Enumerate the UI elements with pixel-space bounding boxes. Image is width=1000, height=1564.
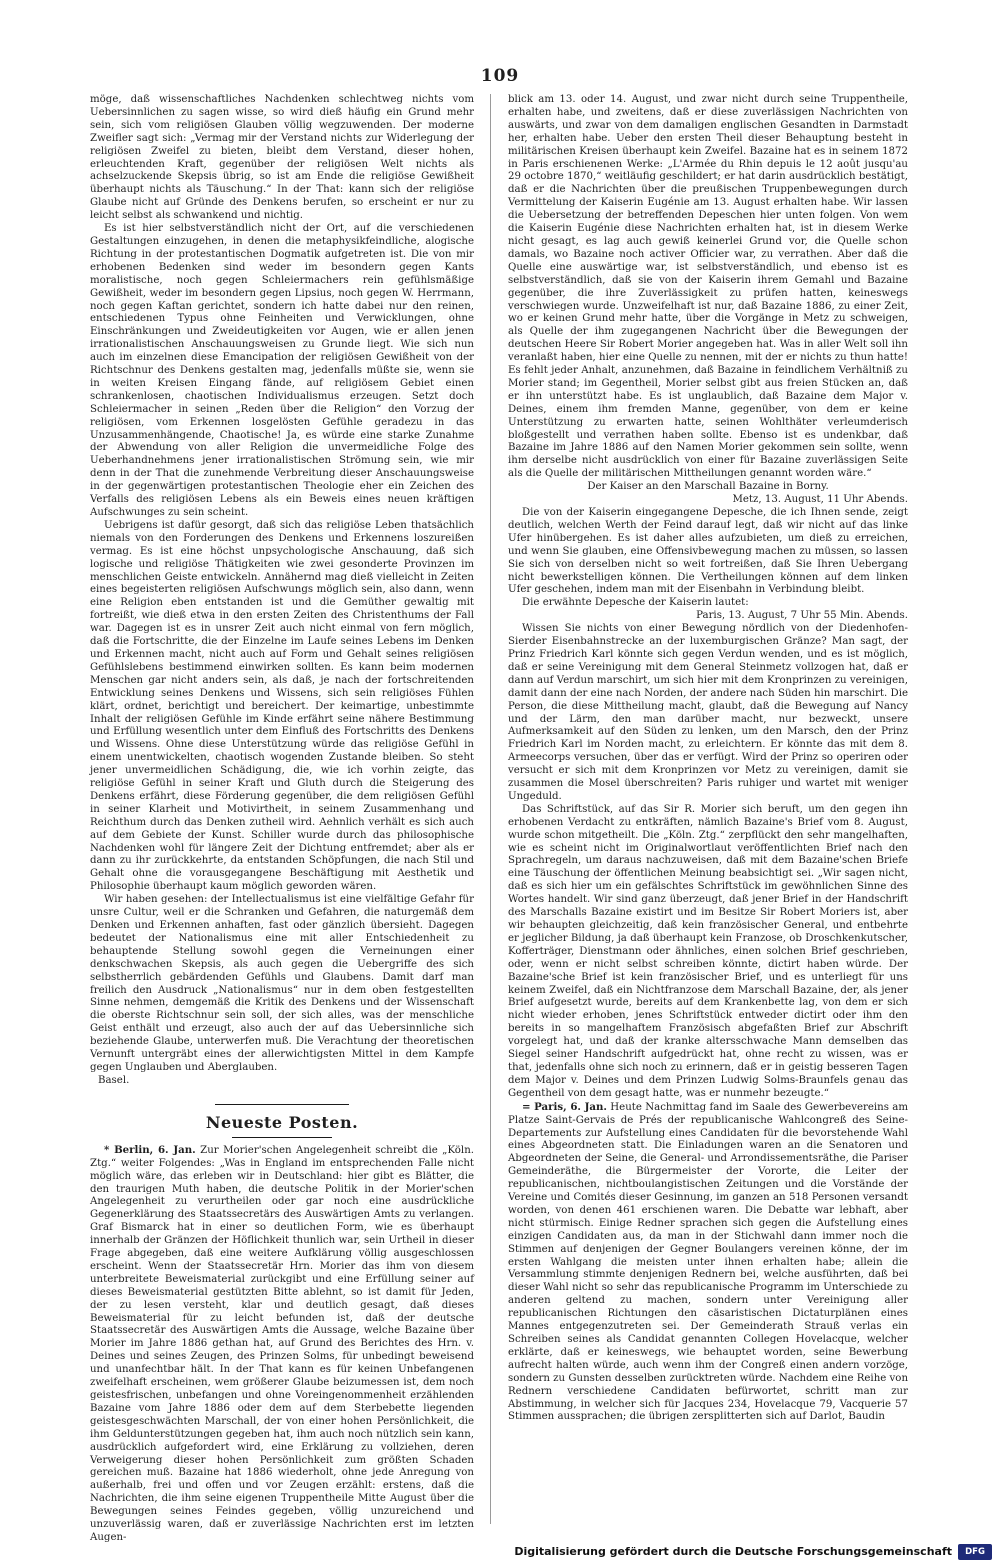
news-dateline: * Berlin, 6. Jan.	[104, 1143, 196, 1156]
dispatch-dateline: Paris, 13. August, 7 Uhr 55 Min. Abends.	[696, 610, 908, 622]
news-item	[90, 1144, 474, 1545]
news-dateline: = Paris, 6. Jan.	[522, 1100, 607, 1113]
section-heading: Neueste Posten.	[205, 1112, 359, 1132]
footer-credit: Digitalisierung gefördert durch die Deutsche Forschungsgemeinschaft	[514, 1545, 952, 1558]
article-paragraph: Es ist hier selbstverständlich nicht der Ort, auf die verschiedenen Gestaltungen einzugehen, in denen die metaphysikfeindliche, alogische Richtung in der protestantischen Dogmatik aufgetreten ist. Die von mir erhobenen Bedenken sind weder im besondern gegen Kants moralistische, noch gegen Schleiermachers rein gefühlsmäßige Gewißheit, weder im besondern gegen Lipsius, noch gegen W. Herrmann, noch gegen Kaftan gerichtet, sondern ich hatte dabei nur den reinen, entschiedenen Typus ohne Feinheiten und Verwicklungen, ohne Einschränkungen und Zweideutigkeiten vor Augen, wie er allen jenen irrationalistischen Anschauungsweisen zu Grunde liegt. Wie sich nun auch im einzelnen diese Emancipation der religiösen Gewißheit von der Richtschnur des Denkens gestalten mag, jedenfalls müßte sie, wenn sie in weiten Kreisen Eingang fände, auf religiösem Gebiet einen schrankenlosen, chaotischen Individualismus erzeugen. Setzt doch Schleiermacher in seinen „Reden über die Religion“ den Vorzug der religiösen, vom Erkennen losgelösten Gefühle geradezu in das Unzusammenhängende, Chaotische! Ja, es würde eine starke Zunahme der Abwendung von aller Religion die unvermeidliche Folge des Ueberhandnehmens jener irrationalistischen Strömung sein, wie mir denn in der That die zunehmende Verbreitung dieser Anschauungsweise in der gegenwärtigen protestantischen Theologie eher ein Zeichen des Verfalls des religiösen Lebens als ein Beweis eines neuen kräftigen Aufschwunges zu sein scheint.	[90, 223, 474, 518]
column-divider	[490, 94, 491, 1524]
dispatch-dateline: Metz, 13. August, 11 Uhr Abends.	[732, 494, 908, 506]
news-text: Heute Nachmittag fand im Saale des Gewerbevereins am Platze Saint-Gervais de Prés der republicanische Wahlcongreß des Seine-Departements zur Aufstellung eines Candidaten für die bevorstehende Wahl eines Abgeordneten statt. Die Einladungen waren an die Senatoren und Abgeordneten der Seine, die General- und Arrondissementsräthe, die Pariser Gemeinderäthe, die Bürgermeister der Vororte, die Leiter der republicanischen, nichtboulangistischen Zeitungen und die Vorstände der Vereine und Comités dieser Gesinnung, im ganzen an 518 Personen versandt worden, von denen 461 erschienen waren. Die Debatte war lebhaft, aber nicht stürmisch. Einige Redner sprachen sich gegen die Aufstellung eines einzigen Candidaten aus, da man in der Stichwahl dann immer noch die Stimmen auf denjenigen der Gegner Boulangers vereinen könne, der im ersten Wahlgang die meisten unter ihnen erhalten habe; allein die Versammlung stimmte denjenigen Rednern bei, welche ausführten, daß bei dieser Wahl nicht so sehr das republicanische Programm im Unterschiede zu anderen geltend zu machen, sondern unter Vereinigung aller republicanischen Richtungen den cäsaristischen Dictaturplänen eines Mannes entgegenzutreten sei. Der Gemeinderath Strauß verlas ein Schreiben seines als Candidat genannten Collegen Hovelacque, welcher erklärte, daß er keineswegs, wie behauptet worden, seine Bewerbung aufrecht halten würde, auch wenn ihm der Congreß einen andern vorzöge, sondern zu Gunsten desselben zurücktreten würde. Nachdem eine Reihe von Rednern verschiedene Candidaten befürwortet, schritt man zur Abstimmung, in welcher sich für Jacques 234, Hovelacque 79, Vacquerie 57 Stimmen aussprachen; die übrigen zersplitterten sich auf Darlot, Baudin	[508, 1101, 908, 1423]
left-column	[90, 94, 474, 1543]
dispatch-title: Der Kaiser an den Marschall Bazaine in Borny.	[587, 481, 829, 493]
article-continuation: blick am 13. oder 14. August, und zwar nicht durch seine Truppentheile, erhalten habe, und zweitens, daß er diese zuverlässigen Nachrichten von auswärts, und zwar von dem damaligen englischen Gesandten in Darmstadt her, erhalten habe. Ueber den ersten Theil dieser Behauptung besteht in militärischen Kreisen überhaupt kein Zweifel. Bazaine hat es in seinem 1872 in Paris erschienenen Werke: „L'Armée du Rhin depuis le 12 août jusqu'au 29 octobre 1870,“ weitläufig geschildert; er hat darin ausdrücklich bestätigt, daß er die Nachrichten über die preußischen Truppenbewegungen durch Vermittelung der Kaiserin Eugénie am 13. August erhalten habe. Wir lassen die Uebersetzung der betreffenden Depeschen hier unten folgen. Von wem die Kaiserin Eugénie diese Nachrichten erhalten hat, ist in diesem Werke nicht gesagt, es lag auch gewiß keinerlei Grund vor, die Quelle schon damals, wo Bazaine noch activer Officier war, zu verrathen. Aber daß die Quelle eine auswärtige war, ist selbstverständlich, und ebenso ist es selbstverständlich, daß sie von der Kaiserin ihrem Gemahl und Bazaine gegenüber, die ihre Zuverlässigkeit zu prüfen hatten, keineswegs verschwiegen wurde. Unzweifelhaft ist nur, daß Bazaine 1886, zu einer Zeit, wo er keinen Grund mehr hatte, über die Vorgänge in Metz zu schweigen, als Quelle der ihm zugegangenen Nachricht über die Bewegungen der deutschen Heere Sir Robert Morier angegeben hat. Was in aller Welt soll ihn veranlaßt haben, hier eine Quelle zu nennen, mit der er nichts zu thun hatte! Es fehlt jeder Anhalt, anzunehmen, daß Bazaine in feindlichem Verhältniß zu Morier stand; im Gegentheil, Morier selbst gibt aus freien Stücken an, daß er ihn unterstützt habe. Es ist unglaublich, daß Bazaine dem Major v. Deines, einem ihm fremden Manne, gegenüber, von dem er keine Unterstützung zu erwarten hatte, seinen Wohlthäter verleumderisch bloßgestellt und verrathen haben sollte. Ebenso ist es undenkbar, daß Bazaine im Jahre 1886 auf den Namen Morier gekommen sein sollte, wenn ihm derselbe nicht ausdrücklich von einer für Bazaine zuverlässigen Seite als die Quelle der militärischen Mittheilungen genannt worden wäre.“	[508, 94, 908, 480]
news-item	[508, 1101, 908, 1425]
article-paragraph: möge, daß wissenschaftliches Nachdenken schlechtweg nichts vom Uebersinnlichen zu sagen wisse, so wird dieß häufig ein Grund mehr sein, sich vom religiösen Glauben völlig wegzuwenden. Der moderne Zweifler sagt sich: „Vermag mir der Verstand nichts zur Widerlegung der religiösen Zweifel zu bieten, bleibt dem Verstand, dieser hohen, erleuchtenden Kraft, gegenüber der religiösen Welt nichts als achselzuckende Skepsis übrig, so ist am Ende die religiöse Gewißheit überhaupt nichts als Täuschung.“ In der That: kann sich der religiöse Glaube nicht auf Gründe des Denkens berufen, so erscheint er nur zu leicht selbst als schwankend und nichtig.	[90, 94, 474, 222]
news-text: Zur Morier'schen Angelegenheit schreibt die „Köln. Ztg.“ weiter Folgendes: „Was in England im entsprechenden Falle nicht möglich wäre, das erleben wir in Deutschland: hier gibt es Blätter, die den traurigen Muth haben, die deutsche Politik in der Morier'schen Angelegenheit zu verurtheilen oder gar noch eine ausdrückliche Gegenerklärung des Staatssecretärs des Auswärtigen Amts zu verlangen. Graf Bismarck hat in einer so deutlichen Form, wie es überhaupt innerhalb der Gränzen der Höflichkeit thunlich war, sein Urtheil in dieser Frage abgegeben, daß eine weitere Aufklärung völlig ausgeschlossen erscheint. Wenn der Staatssecretär Hrn. Morier das ihm von diesem unterbreitete Beweismaterial zurückgibt und eine Erfüllung seiner auf dieses Beweismaterial gestützten Bitte ablehnt, so ist damit für Jeden, der zu lesen versteht, klar und deutlich gesagt, daß dieses Beweismaterial für zu leicht befunden ist, daß der deutsche Staatssecretär des Auswärtigen Amts die Aussage, welche Bazaine über Morier im Jahre 1886 gethan hat, auf Grund des Berichtes des Hrn. v. Deines und seines Zeugen, des Prinzen Solms, für unbedingt beweisend und unanfechtbar hält. In der That kann es für keinen Unbefangenen zweifelhaft erscheinen, wem größerer Glaube beizumessen ist, dem noch geistesfrischen, unbefangen und ohne Voreingenommenheit erzählenden Bazaine vom Jahre 1886 oder dem auf dem Sterbebette liegenden geistesgeschwächten Marschall, der von einer hohen Persönlichkeit, die ihm Geldunterstützungen gegeben hat, ihm auch noch nützlich sein kann, ausdrücklich aufgefordert wird, eine Erklärung zu vollziehen, deren Verweigerung dieser hohen Persönlichkeit zum größten Schaden gereichen muß. Bazaine hat 1886 wiederholt, ohne jede Anregung von außerhalb, frei und offen und vor Zeugen erzählt: erstens, daß die Nachrichten, die ihm seine eigenen Truppentheile Mitte August über die Bewegungen seines Feindes gegeben, völlig unzureichend und unzuverlässig waren, daß er zuverlässige Nachrichten erst im letzten Augen-	[90, 1144, 474, 1543]
page-number: 109	[480, 66, 520, 86]
dispatch-intro: Die erwähnte Depesche der Kaiserin lautet:	[522, 597, 749, 609]
footer-bar	[0, 1541, 1000, 1564]
article-paragraph: Wir haben gesehen: der Intellectualismus ist eine vielfältige Gefahr für unsre Cultur, weil er die Schranken und Gefahren, die naturgemäß dem Denken und Erkennen anhaften, fast oder gänzlich übersieht. Dagegen bedeutet der Nationalismus eine mit aller Entschiedenheit zu behauptende Stellung sowohl gegen die Verneinungen einer denkschwachen Skepsis, als auch gegen die Uebergriffe des sich selbstherrlich gebärdenden Gefühls und Glaubens. Damit darf man freilich den Ausdruck „Nationalismus“ nur in dem oben festgestellten Sinne nehmen, demgemäß die Kritik des Denkens und der Wissenschaft die oberste Richtschnur sein soll, der sich alles, was der menschliche Geist enthält und erzeugt, also auch der auf das Uebersinnliche sich beziehende Glaube, unterwerfen muß. Die Verachtung der theoretischen Vernunft untergräbt eines der allerwichtigsten Mittel in dem Kampfe gegen Unglauben und Aberglauben.	[90, 894, 474, 1073]
right-column	[508, 94, 908, 1524]
author-place: Basel.	[98, 1074, 130, 1086]
section-separator	[215, 1104, 349, 1105]
dispatch-text: Die von der Kaiserin eingegangene Depesche, die ich Ihnen sende, zeigt deutlich, welchen Werth der Feind darauf legt, daß wir nicht auf das linke Ufer hinübergehen. Es ist daher alles aufzubieten, um dieß zu erreichen, und wenn Sie glauben, eine Offensivbewegung machen zu müssen, so lassen Sie sich von derselben nicht so weit fortreißen, daß Sie Ihren Uebergang nicht bewerkstelligen können. Die Vertheilungen können auf dem linken Ufer geschehen, indem man mit der Eisenbahn in Verbindung bleibt.	[508, 507, 908, 596]
article-paragraph: Uebrigens ist dafür gesorgt, daß sich das religiöse Leben thatsächlich niemals von den Forderungen des Denkens und Erkennens loszureißen vermag. Es ist eine höchst unpsychologische Anschauung, daß sich logische und religiöse Thätigkeiten wie zwei gesonderte Provinzen im menschlichen Geiste entwickeln. Annähernd mag dieß vielleicht in Zeiten eines begeisterten religiösen Aufschwungs möglich sein, also dann, wenn eine Religion eben entstanden ist und die Gemüther gewaltig mit fortreißt, wie dieß etwa in den ersten Zeiten des Christenthums der Fall war. Dagegen ist es in unsrer Zeit auch nicht einmal von fern möglich, daß die Fortschritte, die der Einzelne im Laufe seines Lebens im Denken und Erkennen macht, nicht auch auf Form und Gehalt seines religiösen Gefühlslebens bestimmend einwirken sollten. Es kann beim modernen Menschen gar nicht anders sein, als daß, je nach der fortschreitenden Entwicklung seines Denkens und Wissens, sich sein religiöses Fühlen klärt, ordnet, berichtigt und bereichert. Der keimartige, unbestimmte Inhalt der religiösen Gefühle im Kinde erfährt seine nähere Bestimmung und Erfüllung wesentlich unter dem Einfluß des Fortschritts des Denkens und Wissens. Ohne diese Unterstützung würde das religiöse Gefühl in einem unentwickelten, chaotisch wogenden Zustande bleiben. So steht jener unvermeidlichen Schädigung, die, wie ich vorhin zeigte, das religiöse Gefühl in seiner Kraft und Gluth durch die Steigerung des Denkens erfährt, diese Förderung gegenüber, die dem religiösen Gefühl in seiner Klarheit und Motivirtheit, in seinem Zusammenhang und Reichthum durch das Denken zutheil wird. Aehnlich verhält es sich auch auf dem Gebiete der Kunst. Schiller wurde durch das philosophische Nachdenken wohl für längere Zeit der Dichtung entfremdet; aber als er dann zu ihr zurückkehrte, da entstanden Schöpfungen, die nach Stil und Gehalt ohne die vorausgegangene Beschäftigung mit Aesthetik und Philosophie überhaupt kaum möglich geworden wären.	[90, 519, 474, 893]
dfg-logo-icon: DFG	[958, 1544, 992, 1560]
heading-underline	[232, 1137, 332, 1138]
dispatch-text: Wissen Sie nichts von einer Bewegung nördlich von der Diedenhofen-Sierder Eisenbahnstrecke an der luxemburgischen Gränze? Man sagt, der Prinz Friedrich Karl könnte sich gegen Verdun wenden, und es ist möglich, daß er seine Vereinigung mit dem General Steinmetz vollzogen hat, daß er dann auf Verdun marschirt, um sich hier mit dem Kronprinzen zu vereinigen, damit dann der eine nach Norden, der andere nach Süden hin marschirt. Die Person, die diese Mittheilung macht, glaubt, daß die Bewegung auf Nancy und der Lärm, den man darüber macht, nur bezweckt, unsere Aufmerksamkeit auf den Süden zu lenken, um den Marsch, den der Prinz Friedrich Karl im Norden macht, zu erleichtern. Er könnte das mit dem 8. Armeecorps versuchen, über das er verfügt. Wird der Prinz so operiren oder versucht er sich mit dem Kronprinzen vor Metz zu vereinigen, damit sie zusammen die Mosel überschreiten? Paris ruhiger und wartet mit weniger Ungeduld.	[508, 623, 908, 802]
article-paragraph: Das Schriftstück, auf das Sir R. Morier sich beruft, um den gegen ihn erhobenen Verdacht zu entkräften, nämlich Bazaine's Brief vom 8. August, wurde schon mitgetheilt. Die „Köln. Ztg.“ zerpflückt den sehr mangelhaften, wie es scheint nicht im Originalwortlaut veröffentlichten Brief nach den Sprachregeln, um daraus nachzuweisen, daß mit dem Bazaine'schen Briefe eine Täuschung der öffentlichen Meinung beabsichtigt sei. „Wir sagen nicht, daß es sich hier um ein gefälschtes Schriftstück im gewöhnlichen Sinne des Wortes handelt. Wir sind ganz überzeugt, daß jener Brief in der Handschrift des Marschalls Bazaine existirt und im Besitze Sir Robert Moriers ist, aber wir behaupten gleichzeitig, daß kein französischer General, und entbehrte er jeglicher Bildung, ja daß überhaupt kein Franzose, ob Droschkenkutscher, Kofferträger, Dienstmann oder ähnliches, einen solchen Brief geschrieben, oder, wenn er nicht selbst schreiben könnte, dictirt haben würde. Der Bazaine'sche Brief ist kein französischer Brief, und es unterliegt für uns keinem Zweifel, daß ein Nichtfranzose dem Marschall Bazaine, der, als jener Brief aufgesetzt wurde, bereits auf dem Krankenbette lag, von dem er sich nicht wieder erhoben, jenes Schriftstück entweder dictirt oder ihm den bereits in so mangelhaftem Französisch abgefaßten Brief zur Abschrift vorgelegt hat, und daß der kranke altersschwache Mann demselben das Siegel seiner Handschrift aufgedrückt hat, ohne recht zu wissen, was er that, jedenfalls ohne sich noch zu erinnern, daß er in geistig besseren Tagen dem Major v. Deines und dem Prinzen Ludwig Solms-Braunfels genau das Gegentheil von dem gesagt hatte, was er nunmehr bezeugte.“	[508, 803, 908, 1099]
